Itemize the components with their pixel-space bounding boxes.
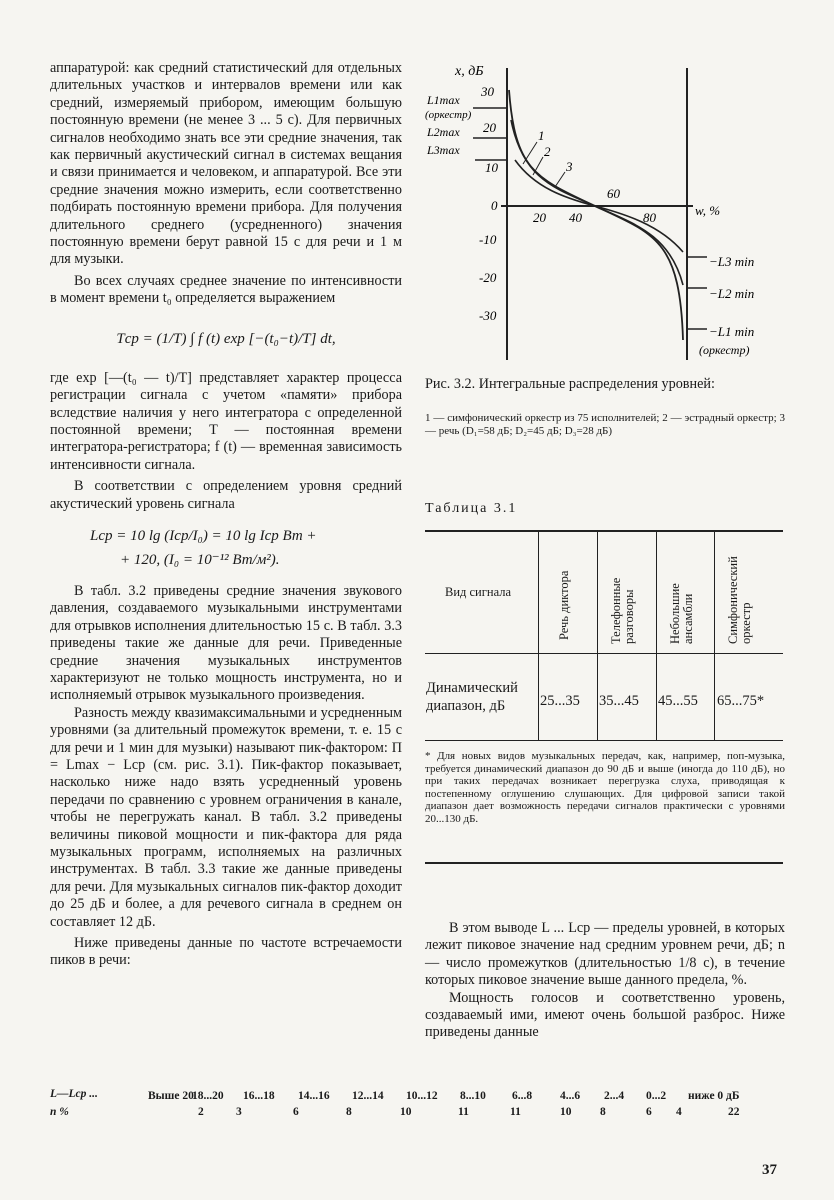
table-bottom-rule [425,740,783,741]
label-l1min: −L1 min [709,324,755,339]
row-label-dynamic: Динамический [426,680,518,696]
peak-value-cell: 10 [560,1106,572,1118]
peak-header-cell: 2...4 [604,1090,625,1102]
paragraph: Мощность голосов и соответственно уровень, создаваемый ими, имеют очень большой разброс. Ниже приведены данные [425,989,785,1041]
label-l2max: L2max [427,125,460,139]
table-header-rule [425,653,783,654]
label-l2min: −L2 min [709,286,755,301]
paragraph: В этом выводе L ... Lср — пределы уровней, в которых лежит пиковое значение над средним уровнем речи, дБ; n — число промежутков (длительностью 1/8 с), в течение которых пиковое значение выше данного предела, %. [425,920,785,989]
figure-caption-title: Рис. 3.2. Интегральные распределения уровней: [425,376,715,392]
peak-value-cell: 6 [646,1106,652,1118]
y-axis-label: x, дБ [455,64,484,79]
y-tick-minus10: -10 [479,232,497,247]
peak-value-cell: 4 [676,1106,682,1118]
peak-value-cell: 11 [510,1106,521,1118]
column-header-telephone: Телефонные разговоры [609,577,636,644]
table-cell: 65...75* [717,693,765,709]
paragraph: аппаратурой: как средний статистический для отдельных длительных участков и интервалов времени или как средний, измеряемый прибором, имеющим большую постоянную времени (не менее 3 ... 5 с). Для первичных сигналов необходимо знать все эти средние значения, так как первичный акустический сигнал в системах вещания и связи принимается и человеком, и аппаратурой. Все эти средние значения можно измерить, если соответственно подбирать постоянную времени прибора. Для получения длительного среднего (усредненного) значения постоянную времени берут равной 15 с для речи и 1 м для музыки. [50,60,402,268]
peak-header-cell: 16...18 [243,1090,275,1102]
formula-lcp-line2: + 120, (I₀ = 10⁻¹² Вт/м²). [120,551,280,568]
table-cell: 35...45 [599,693,639,709]
curve-2-estrada [511,120,683,285]
peak-header-cell: 6...8 [512,1090,533,1102]
figure-caption-note: 1 — симфонический оркестр из 75 исполнителей; 2 — эстрадный оркестр; 3 — речь (D₁=58 дБ; D₂=45 дБ; D₃=28 дБ) [425,412,785,437]
peak-row2-label: n % [50,1106,69,1118]
peak-value-cell: 8 [600,1106,606,1118]
formula-lcp-line1: Lср = 10 lg (Iср/I₀) = 10 lg Iср Вт + [90,527,317,544]
peak-header-cell: 14...16 [298,1090,330,1102]
table-row-header: Вид сигнала [445,585,512,599]
peak-value-cell: 6 [293,1106,299,1118]
column-header-ensembles: Небольшие ансамбли [668,583,695,644]
paragraph: Разность между квазимаксимальными и усредненным уровнями (за длительный промежуток времени, т. е. 15 с для речи и 1 мин для музыки) называют пик-фактором: П = Lmax − Lср (см. рис. 3.1). Пик-фактор показывает, насколько ниже надо взять усредненный уровень передачи по сравнению с уровнем ограничения в канале, чтобы не перегружать канал. В табл. 3.2 приведены величины пиковой мощности и пик-фактора для ряда музыкальных программ, исполняемых на различных инструментах. В табл. 3.3 такие же данные приведены для речи. Для музыкальных сигналов пик-фактор доходит до 25 дБ и более, а для речевого сигнала в среднем он составляет 12 дБ. [50,704,402,930]
peak-value-cell: 2 [198,1106,204,1118]
peak-value-cell: 11 [458,1106,469,1118]
table-footnote: * Для новых видов музыкальных передач, как, например, поп-музыка, требуется динамический диапазон до 90 дБ и выше (иногда до 110 дБ), но при таких передачах возникает перегрузка слуха, приводящая к постепенному оглушению слушающих. Для цифровой записи такой диапазон дает возможность передачи сигналов практически с уровнями 20...130 дБ. [425,750,785,825]
table-title: Таблица 3.1 [425,501,518,516]
y-tick-minus20: -20 [479,270,497,285]
paragraph: где exp [—(t₀ — t)/T] представляет характер процесса регистрации сигнала с учетом «памяти» прибора вследствие наличия у него интегратора с определенной постоянной времени; T — постоянная времени интегратора-регистратора; f (t) — временная зависимость интенсивности сигнала. [50,369,402,473]
formula-tcp: Tср = (1/T) ∫ f (t) exp [−(t₀−t)/T] dt, [116,330,336,347]
peak-header-cell: 8...10 [460,1090,486,1102]
column-header-orchestra: Симфонический оркестр [726,556,753,644]
curve-label-1: 1 [538,128,545,143]
label-l1max: L1max [427,93,460,107]
peak-header-cell: 18...20 [192,1090,224,1102]
row-label-range: диапазон, дБ [426,698,506,714]
peak-header-cell: ниже 0 дБ [688,1090,740,1102]
x-tick-40: 40 [569,210,582,225]
figure-integral-distributions [425,60,780,370]
paragraph: В табл. 3.2 приведены средние значения звукового давления, создаваемого музыкальными инструментами для отрывков исполнения длительностью 15 с. В табл. 3.3 приведены такие же данные для речи. Приведенные средние значения музыкальных инструментов характеризуют не только мощность инструмента, но и исполняемый отрывок музыкального произведения. [50,582,402,704]
peak-value-cell: 8 [346,1106,352,1118]
y-tick-10: 10 [485,160,498,175]
y-tick-20: 20 [483,120,496,135]
peak-value-cell: 22 [728,1106,740,1118]
label-l3min: −L3 min [709,254,755,269]
paragraph: Ниже приведены данные по частоте встречаемости пиков в речи: [50,935,402,969]
page-number: 37 [762,1162,777,1178]
peak-value-cell: 3 [236,1106,242,1118]
paragraph: В соответствии с определением уровня средний акустический уровень сигнала [50,478,402,512]
y-tick-0: 0 [491,198,498,213]
peak-row1-label: L—Lср ... [50,1088,98,1100]
peak-header-cell: 4...6 [560,1090,581,1102]
peak-value-cell: 10 [400,1106,412,1118]
table-cell: 45...55 [658,693,698,709]
curve-label-2: 2 [544,144,551,159]
table-cell: 25...35 [540,693,580,709]
x-tick-60: 60 [607,186,620,201]
column-header-speech: Речь диктора [557,570,571,640]
peak-header-cell: 12...14 [352,1090,384,1102]
paragraph: Во всех случаях среднее значение по интенсивности в момент времени t₀ определяется выражением [50,272,402,307]
peak-header-cell: 10...12 [406,1090,438,1102]
right-column-text [425,920,785,1042]
x-tick-20: 20 [533,210,546,225]
peak-header-cell: 0...2 [646,1090,667,1102]
label-l1min-orchestra: (оркестр) [699,343,750,357]
label-l1max-orchestra: (оркестр) [425,109,472,121]
y-tick-minus30: -30 [479,308,497,323]
left-column [50,60,402,970]
curve-label-3: 3 [566,159,573,174]
footnote-rule [425,862,783,864]
peak-header-cell: Выше 20 [148,1090,194,1102]
x-axis-label: w, % [695,203,721,218]
label-l3max: L3max [427,143,460,157]
x-tick-80: 80 [643,210,656,225]
y-tick-30: 30 [481,84,494,99]
